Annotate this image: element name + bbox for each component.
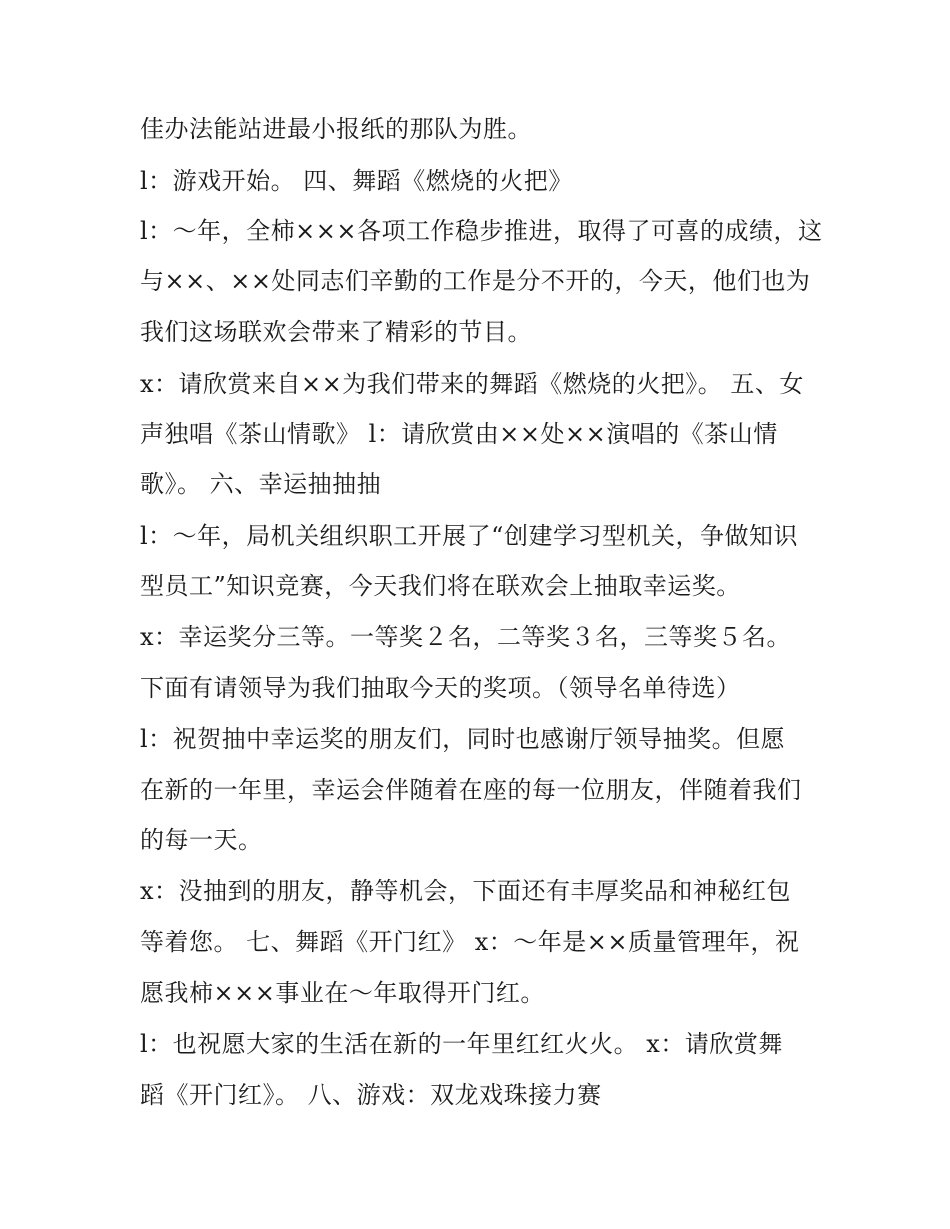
text-line-11: x：幸运奖分三等。一等奖２名，二等奖３名，三等奖５名。 (140, 623, 792, 651)
text-line-14: 在新的一年里，幸运会伴随着在座的每一位朋友，伴随着我们 (140, 776, 802, 804)
text-line-8: 歌》。 六、幸运抽抽抽 (140, 470, 382, 498)
text-line-12: 下面有请领导为我们抽取今天的奖项。（领导名单待选） (140, 674, 741, 702)
text-line-13: l：祝贺抽中幸运奖的朋友们，同时也感谢厅领导抽奖。但愿 (140, 725, 786, 753)
text-line-20: 蹈《开门红》。 八、游戏：双龙戏珠接力赛 (140, 1081, 602, 1109)
text-line-4: 与××、××处同志们辛勤的工作是分不开的，今天，他们也为 (140, 267, 811, 295)
text-line-16: x：没抽到的朋友，静等机会，下面还有丰厚奖品和神秘红包 (140, 877, 792, 905)
text-line-2: l：游戏开始。 四、舞蹈《燃烧的火把》 (140, 167, 573, 195)
text-line-19: l：也祝愿大家的生活在新的一年里红红火火。 x：请欣赏舞 (140, 1030, 783, 1058)
text-line-17: 等着您。 七、舞蹈《开门红》 x：～年是××质量管理年，祝 (140, 928, 800, 956)
text-line-18: 愿我柿×××事业在～年取得开门红。 (140, 979, 545, 1007)
text-line-7: 声独唱《茶山情歌》 l：请欣赏由××处××演唱的《茶山情 (140, 420, 778, 448)
text-line-6: x：请欣赏来自××为我们带来的舞蹈《燃烧的火把》。 五、女 (140, 370, 804, 398)
text-line-1: 佳办法能站进最小报纸的那队为胜。 (140, 115, 532, 143)
text-line-5: 我们这场联欢会带来了精彩的节目。 (140, 318, 532, 346)
text-line-10: 型员工”知识竞赛，今天我们将在联欢会上抽取幸运奖。 (140, 572, 741, 600)
text-line-9: l：～年，局机关组织职工开展了“创建学习型机关，争做知识 (140, 522, 798, 550)
text-line-3: l：～年，全柿×××各项工作稳步推进，取得了可喜的成绩，这 (140, 217, 823, 245)
text-line-15: 的每一天。 (140, 826, 263, 854)
